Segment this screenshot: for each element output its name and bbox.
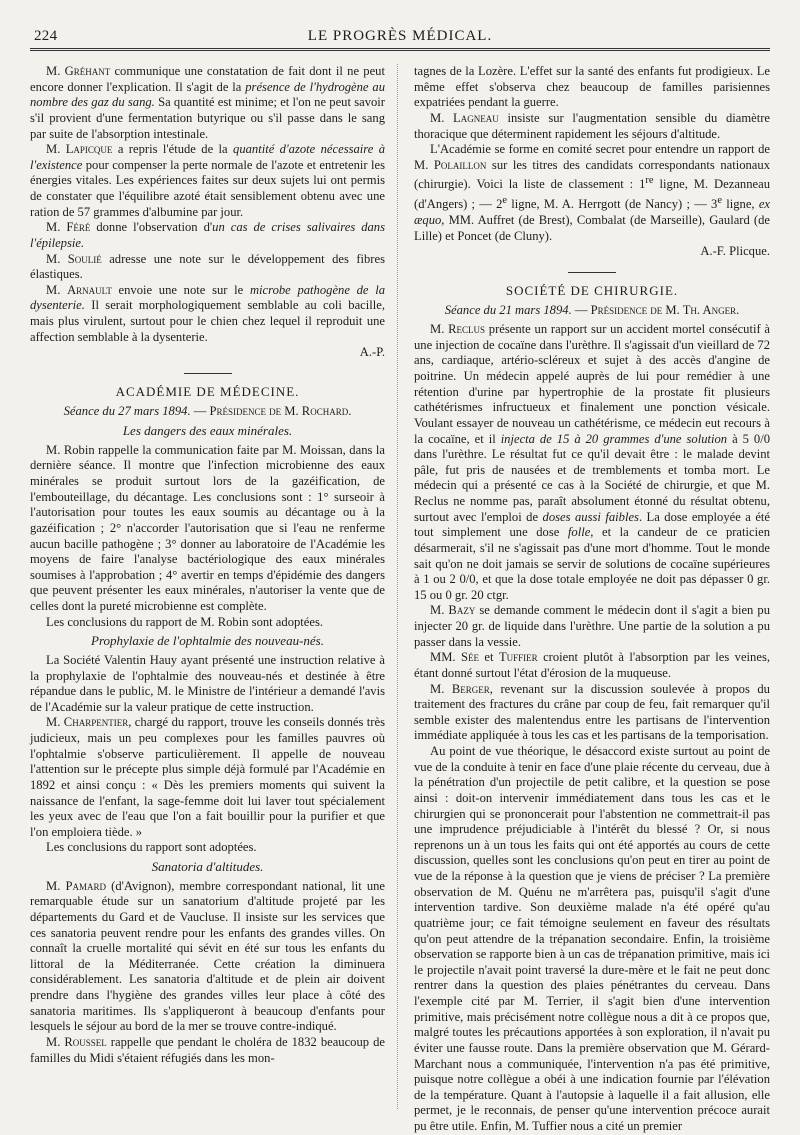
text-run: M.: [46, 878, 66, 893]
text-run: Séance du 21 mars 1894.: [444, 302, 572, 317]
text-run: M.: [46, 142, 66, 157]
paragraph: [414, 603, 770, 650]
text-run: rappelle que pendant le choléra de 1832 beaucoup de familles du Midi s'étaient réfugiés dans les mon-: [30, 1034, 385, 1065]
text-run: injecta de 15 à 20 grammes d'une solution: [500, 431, 728, 446]
text-run: un cas de crises salivaires dans l'épilepsie.: [30, 220, 385, 250]
seance-line: [30, 404, 385, 420]
text-run: M.: [46, 64, 65, 78]
text-run: Soulié: [67, 251, 102, 266]
text-run: e: [717, 195, 723, 207]
text-run: ligne, M. A. Herrgott (de Nancy) ; — 3: [507, 197, 718, 212]
text-run: se demande comment le médecin dont il s'agit a bien pu injecter 20 gr. de liquide dans l'urèthre. Une partie de la solution a pu passer dans la vessie.: [414, 603, 770, 649]
paragraph: M. Robin rappelle la communication faite par M. Moissan, dans la dernière séance. Il montre que l'infection microbienne des eaux minérales se produit surtout lors de la gazéification, de l'embouteillage, du décantage. Les conclusions sont : 1° surseoir à l'autorisation pour toutes les eaux soumis au décantage ou à la gazéification ; 2° n'accorder l'autorisation que si l'eau ne renferme aucun bacille pathogène ; 3° donner au laboratoire de l'Académie les moyens de faire l'analyse bactériologique des eaux minérales soumises à l'approbation ; 4° avertir en temps d'épidémie des dangers que peuvent présenter les eaux minérales, n'autoriser la vente que de celles dont la pureté microbienne est complète.: [30, 442, 385, 613]
text-run: Roussel: [64, 1034, 107, 1049]
page-header: [30, 26, 770, 48]
text-run: Présidence de M. Th. Anger.: [590, 302, 740, 317]
text-run: adresse une note sur le développement des fibres élastiques.: [30, 251, 385, 282]
running-title: LE PROGRÈS MÉDICAL.: [307, 28, 493, 44]
paragraph: [30, 64, 385, 142]
subheading: Les dangers des eaux minérales.: [122, 423, 293, 439]
text-run: ligne,: [722, 197, 759, 212]
paragraph: [414, 111, 770, 142]
paragraph: [30, 879, 385, 1035]
section-rule: [568, 272, 616, 273]
text-run: croient plutôt à l'absorption par les veines, étant donné surtout l'état d'érosion de la muqueuse.: [414, 650, 770, 680]
text-run: donne l'observation d': [90, 220, 213, 235]
subheading: Prophylaxie de l'ophtalmie des nouveau-nés.: [91, 633, 324, 649]
paragraph: [414, 682, 770, 745]
text-run: folle: [567, 525, 591, 540]
paragraph: [30, 1035, 385, 1066]
text-run: ex æquo: [414, 197, 770, 227]
text-run: . La dose employée a été tout simplement une dose: [414, 509, 770, 540]
text-run: re: [645, 175, 654, 187]
text-run: Sée: [460, 650, 479, 665]
text-run: Berger: [451, 681, 490, 696]
text-run: quantité d'azote nécessaire à l'existence: [30, 142, 385, 172]
paragraph: [414, 650, 770, 681]
text-run: Charpentier: [63, 715, 129, 730]
text-run: Tuffier: [498, 650, 538, 665]
text-run: M.: [46, 282, 68, 297]
paragraph: [30, 283, 385, 346]
left-column: [30, 64, 385, 1066]
text-run: M.: [430, 110, 454, 125]
paragraph: La Société Valentin Hauy ayant présenté une instruction relative à la prophylaxie de l'ophtalmie des nouveau-nés et destinée à être répandue dans le public, M. le Ministre de l'intérieur a demandé l'avis de l'Académie sur la valeur pratique de cette instruction.: [30, 652, 385, 714]
text-run: L'Académie se forme en comité secret pour entendre un rapport de M.: [414, 142, 770, 172]
right-column: [414, 64, 770, 1135]
text-run: M.: [46, 251, 68, 266]
text-run: , revenant sur la discussion soulevée à propos du traitement des fractures du crâne par coup de feu, fait remarquer qu'il semble exister des malentendus entre les partisans de l'intervention immédiate appliquée à tous les cas et les partisans de la temporisation.: [414, 681, 770, 743]
text-run: insiste sur l'augmentation sensible du diamètre thoracique que déterminent rapidement les séjours d'altitude.: [414, 110, 770, 141]
paragraph: Les conclusions du rapport de M. Robin sont adoptées.: [46, 614, 324, 629]
header-rule: [30, 48, 770, 51]
text-run: envoie une note sur le: [111, 282, 250, 297]
text-run: Reclus: [448, 322, 486, 337]
text-run: sur les titres des candidats correspondants nationaux (chirurgie). Voici la liste de classement : 1: [414, 157, 770, 192]
text-run: (d'Avignon), membre correspondant national, lit une remarquable étude sur un sanatorium d'altitude projeté par les départements du Gard et de Vaucluse. Il insiste sur les services que ces sanatoria peuvent rendre pour les enfants des grandes villes. On connaît la cruelle mortalité qui sévit en été sur tous les enfants du littoral de la Méditerranée. Cette création la diminuera considérablement. Les sanatoria d'altitude et de plein air doivent prendre dans l'hygiène des grandes villes leur place à côté des sanatoria maritimes. Ils s'appliqueront à beaucoup d'enfants pour lesquels le séjour au bord de la mer se trouve contre-indiqué.: [30, 878, 385, 1034]
paragraph: [414, 322, 770, 603]
text-run: —: [190, 403, 210, 418]
text-run: microbe pathogène de la dysenterie.: [30, 282, 386, 313]
text-run: et: [478, 650, 499, 665]
paragraph: Au point de vue théorique, le désaccord existe surtout au point de vue de la conduite à tenir en face d'une plaie récente du cerveau, due à la pénétration d'un projectile de petit calibre, et la question se pose ainsi : doit-on intervenir immédiatement dans tous les cas et le chirurgien qui se prononcerait pour l'abstention ne commettrait-il pas une imprudence préjudiciable à l'intérêt du blessé ? Or, si nous reprenons un à un tous les faits qui ont été apportés au cours de cette discussion, quelles sont les conclusions qu'on peut en tirer au point de vue de la réponse à la question que je viens de préciser ? La première observation de M. Quénu ne m'arrêtera pas, puisqu'il s'agit d'une intervention tardive. Son deuxième malade n'a été opéré qu'au quatrième jour; ce fait témoigne seulement en faveur des résultats qu'on peut attendre de la trépanation secondaire. Enfin, la troisième observation se rapporte bien à un cas de trépanation primitive, mais ici le projectile n'avait point traversé la dure-mère et le fait ne peut donc rentrer dans la question des plaies pénétrantes du cerveau. Dans l'exemple cité par M. Terrier, il s'agit bien d'une intervention primitive, mais précisément notre collègue nous a dit à ce propos que, malgré toutes les précautions apportées à son exploration, il n'avait pu éviter une fausse route. Dans la première observation que M. Gérard-Marchant nous a communiquée, l'intervention n'a pas été primitive, puisque notre collègue a obéi à une indication fournie par l'élévation de la température. Quant à l'autopsie à laquelle il a fait allusion, elle permet, je le reconnais, de penser qu'une intervention précoce aurait pu être utile. Enfin, M. Tuffier nous a cité un premier: [414, 744, 771, 1133]
text-run: à 5 0/0 dans l'urèthre. Le résultat fut ce qu'il devait être : le malade devint pâle, fut pris de nausées et de tremblements et tomba mort. Le médecin qui a présenté ce cas à la Société de chirurgie, et que M. Reclus ne nomme pas, paraît absolument étonné du résultat obtenu, surtout avec l'emploi de: [414, 431, 770, 524]
text-run: pour compenser la perte normale de l'azote et entretenir les énergies vitales. Les expériences faites sur deux sujets lui ont permis de constater que l'équilibre azoté était sensiblement obtenu avec une ration de 57 grammes d'albumine par jour.: [30, 157, 385, 219]
paragraph: [30, 220, 385, 251]
text-run: doses aussi faibles: [542, 509, 639, 524]
text-run: M.: [430, 322, 449, 337]
section-title: ACADÉMIE DE MÉDECINE.: [115, 383, 300, 399]
text-run: ligne, M. Dezanneau (d'Angers) ; — 2: [414, 177, 770, 212]
text-run: Lapicque: [65, 142, 113, 157]
page-number: 224: [34, 28, 58, 44]
text-run: M.: [46, 715, 64, 730]
text-run: Gréhant: [64, 64, 111, 78]
paragraph: [30, 252, 385, 283]
text-run: e: [502, 195, 508, 207]
column-divider: [397, 64, 398, 1109]
text-run: , MM. Auffret (de Brest), Combalat (de Marseille), Gaulard (de Lille) et Poncet (de Cluny).: [414, 213, 770, 243]
text-run: présente un rapport sur un accident mortel consécutif à une injection de cocaïne dans l'urèthre. Il s'agissait d'un vieillard de 72 ans, cardiaque, artério-scléreux et sujet à des accès d'angine de poitrine. Un médecin appelé auprès de lui pour remédier à une rétention d'urine par hypertrophie de la prostate fit plusieurs cathétérismes infructueux et finalement une ponction vésicale. Voulant essayer de nouveau un cathétérisme, ce médecin eut recours à la cocaïne, et il: [414, 322, 771, 446]
section-rule: [184, 373, 232, 374]
text-run: Présidence de M. Rochard.: [209, 403, 352, 418]
text-run: —: [571, 302, 591, 317]
text-run: Bazy: [448, 603, 476, 618]
section-title: SOCIÉTÉ DE CHIRURGIE.: [505, 282, 679, 298]
text-run: Séance du 27 mars 1894.: [63, 403, 191, 418]
text-run: , chargé du rapport, trouve les conseils donnés très judicieux, mais un peu complexes pour les familles pauvres où l'ophtalmie s'observe particulièrement. Il appelle de nouveau l'attention sur le précepte plus simple déjà formulé par l'Académie en 1892 et ainsi conçu : « Dès les premiers moments qui suivent la naissance de l'enfant, la sage-femme doit lui laver tout spécialement les yeux avec de l'eau que l'on a fait bouillir pour la purifier et que l'on emploiera tiède. »: [30, 715, 385, 839]
text-run: M.: [430, 681, 452, 696]
subheading: Sanatoria d'altitudes.: [151, 859, 264, 874]
text-run: , et la candeur de ce praticien désarmerait, s'il ne s'agissait pas d'une mort d'homme. Tout le monde sait qu'on ne doit jamais se servir de solutions de cocaïne supérieures à 1 ou 2 0/0, et que la dose totale employée ne doit pas dépasser 0 gr. 15 ou 0 gr. 20 ctgr.: [414, 525, 770, 602]
text-run: a repris l'étude de la: [112, 142, 234, 157]
seance-line: [414, 303, 770, 319]
paragraph: Les conclusions du rapport sont adoptées.: [46, 840, 257, 855]
paragraph: tagnes de la Lozère. L'effet sur la santé des enfants fut prodigieux. Le même effet s'observa chez beaucoup de familles parisiennes expatriées pendant la guerre.: [414, 64, 770, 110]
text-run: communique une constatation de fait dont il ne peut encore donner l'explication. Il s'agit de la: [30, 64, 385, 94]
text-run: Lagneau: [453, 110, 499, 125]
signature: A.-P.: [359, 345, 385, 360]
text-run: Féré: [66, 220, 91, 235]
paragraph: [414, 142, 770, 244]
text-run: Sa quantité est minime; et l'on ne peut savoir s'il provient d'une fermentation butyrique ou s'il passe dans le sang par suite de l'absorption intestinale.: [30, 95, 385, 141]
text-run: MM.: [430, 650, 461, 665]
text-run: M.: [46, 1034, 65, 1049]
text-run: M.: [430, 603, 449, 618]
text-run: Polaillon: [433, 157, 487, 172]
text-run: M.: [46, 220, 67, 235]
text-run: Arnault: [67, 282, 112, 297]
text-run: Pamard: [65, 878, 106, 893]
paragraph: [30, 715, 385, 840]
text-run: présence de l'hydrogène au nombre des gaz du sang.: [30, 79, 385, 110]
text-run: Il serait morphologiquement semblable au coli bacille, mais plus virulent, surtout pour le chien chez lequel il reproduit une affection semblable à la dysenterie.: [30, 298, 385, 344]
signature: A.-F. Plicque.: [700, 244, 770, 259]
paragraph: [30, 142, 385, 220]
